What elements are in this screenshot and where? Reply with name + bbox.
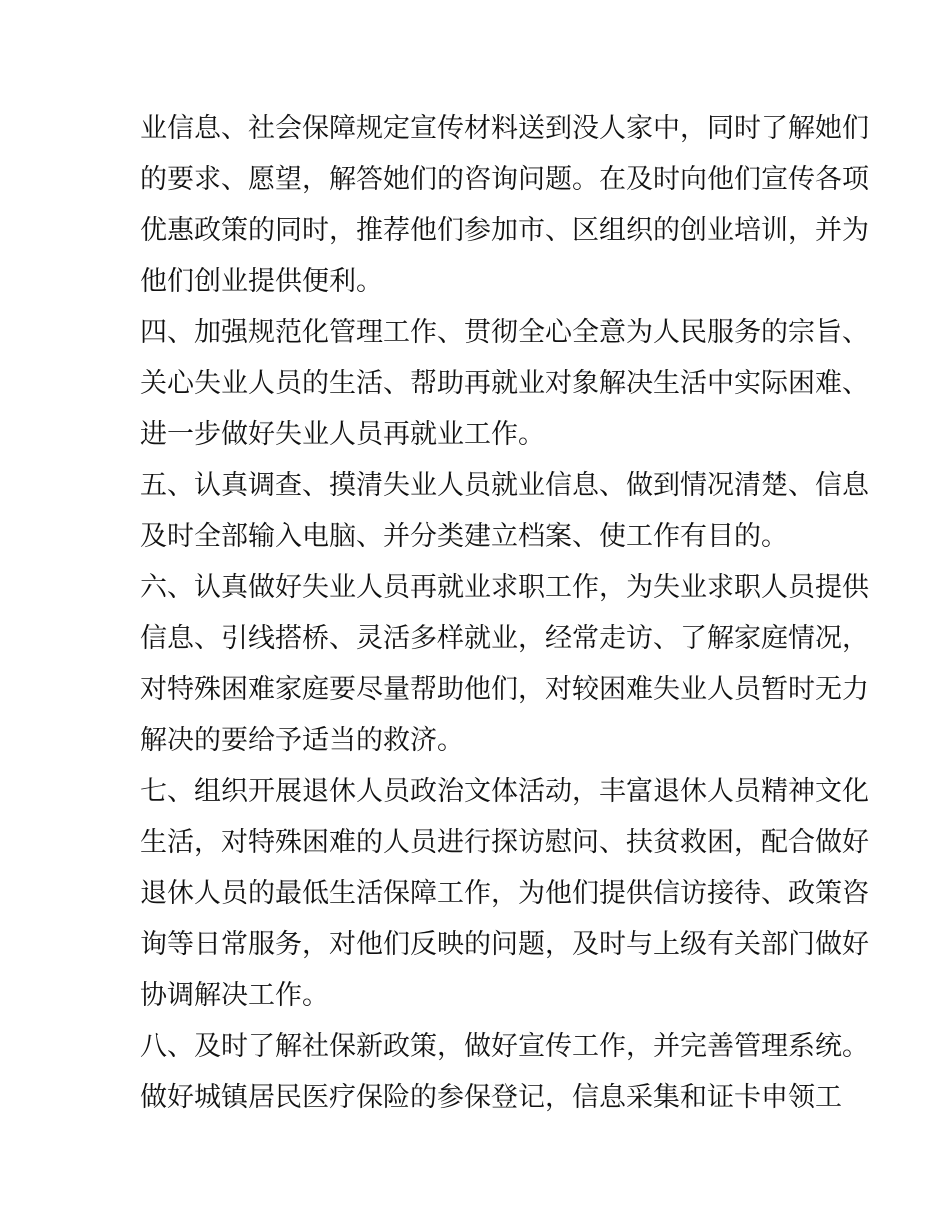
text-line: 七、组织开展退休人员政治文体活动，丰富退休人员精神文化 [140,776,869,807]
text-line: 业信息、社会保障规定宣传材料送到没人家中，同时了解她们 [140,113,869,144]
text-line: 协调解决工作。 [140,980,329,1011]
text-line: 五、认真调查、摸清失业人员就业信息、做到情况清楚、信息 [140,470,869,501]
text-line: 的要求、愿望，解答她们的咨询问题。在及时向他们宣传各项 [140,164,869,195]
text-line: 对特殊困难家庭要尽量帮助他们，对较困难失业人员暂时无力 [140,674,869,705]
text-line: 退休人员的最低生活保障工作，为他们提供信访接待、政策咨 [140,878,869,909]
text-line: 做好城镇居民医疗保险的参保登记，信息采集和证卡申领工 [140,1082,842,1113]
text-line: 信息、引线搭桥、灵活多样就业，经常走访、了解家庭情况， [140,623,869,654]
text-line: 优惠政策的同时，推荐他们参加市、区组织的创业培训，并为 [140,215,869,246]
text-line: 他们创业提供便利。 [140,266,383,297]
text-line: 解决的要给予适当的救济。 [140,725,464,756]
text-line: 及时全部输入电脑、并分类建立档案、使工作有目的。 [140,521,788,552]
text-line: 生活，对特殊困难的人员进行探访慰问、扶贫救困，配合做好 [140,827,869,858]
text-line: 六、认真做好失业人员再就业求职工作，为失业求职人员提供 [140,572,869,603]
document-body [140,103,869,1123]
text-line: 四、加强规范化管理工作、贯彻全心全意为人民服务的宗旨、 [140,317,869,348]
text-line: 询等日常服务，对他们反映的问题，及时与上级有关部门做好 [140,929,869,960]
text-line: 八、及时了解社保新政策，做好宣传工作，并完善管理系统。 [140,1031,869,1062]
text-line: 关心失业人员的生活、帮助再就业对象解决生活中实际困难、 [140,368,869,399]
text-line: 进一步做好失业人员再就业工作。 [140,419,545,450]
